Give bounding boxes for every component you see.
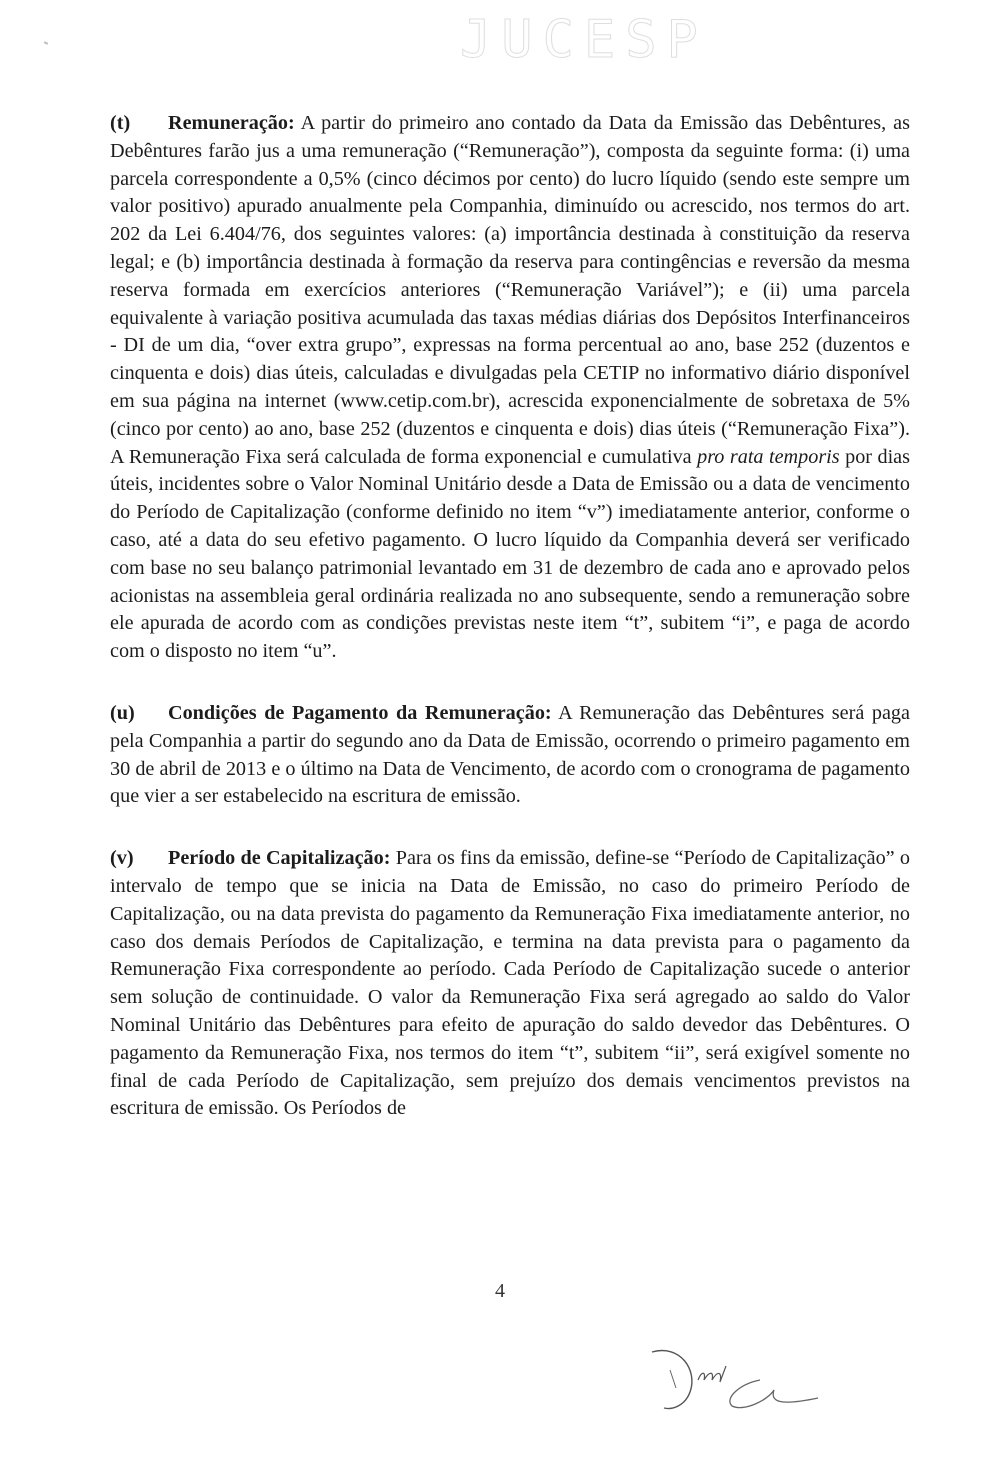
section-heading: Condições de Pagamento da Remuneração: — [168, 701, 552, 724]
section-heading: Período de Capitalização: — [168, 847, 391, 870]
section-heading: Remuneração: — [168, 112, 295, 134]
section-text: A Remuneração das Debêntures será paga pela Companhia a partir do segundo ano da Data de Emissão, ocorrendo o primeiro pagamento em 30 de abril de 2013 e o último na Data de Vencimento, de acordo com o cronograma de pagamento que vier a ser estabelecido na escritura de emissão. — [110, 701, 910, 808]
section-label: (u) — [110, 701, 135, 724]
section-t — [110, 110, 910, 666]
document-body — [110, 110, 910, 1157]
handwritten-signature — [640, 1340, 840, 1420]
section-text: Para os fins da emissão, define-se “Período de Capitalização” o intervalo de tempo que se inicia na Data de Emissão, no caso do primeiro Período de Capitalização, ou na data prevista do pagamento da Remuneração Fixa imediatamente anterior, no caso dos demais Períodos de Capitalização, e termina na data prevista para o pagamento da Remuneração Fixa correspondente ao período. Cada Período de Capitalização sucede o anterior sem solução de continuidade. O valor da Remuneração Fixa será agregado ao saldo do Valor Nominal Unitário das Debêntures para efeito de apuração do saldo devedor das Debêntures. O pagamento da Remuneração Fixa, nos termos do item “t”, subitem “ii”, será exigível somente no final de cada Período de Capitalização, sem prejuízo dos demais vencimentos previstos na escritura de emissão. Os Períodos de — [110, 847, 910, 1120]
page-number: 4 — [495, 1280, 505, 1302]
scan-speck — [44, 41, 48, 45]
section-u — [110, 700, 910, 811]
section-text: por dias úteis, incidentes sobre o Valor Nominal Unitário desde a Data de Emissão ou a data de vencimento do Período de Capitalização (conforme definido no item “v”) imediatamente anterior, conforme o caso, até a data do seu efetivo pagamento. O lucro líquido da Companhia deverá ser verificado com base no seu balanço patrimonial levantado em 31 de dezembro de cada ano e aprovado pelos acionistas na assembleia geral ordinária realizada no ano subsequente, sendo a remuneração sobre ele apurada de acordo com as condições previstas neste item “t”, subitem “i”, e paga de acordo com o disposto no item “u”. — [110, 445, 910, 663]
section-label: (t) — [110, 112, 131, 134]
section-label: (v) — [110, 847, 134, 870]
italic-term: pro rata temporis — [697, 445, 840, 468]
section-v — [110, 845, 910, 1123]
section-text: A partir do primeiro ano contado da Data da Emissão das Debêntures, as Debêntures farão jus a uma remuneração (“Remuneração”), composta da seguinte forma: (i) uma parcela correspondente a 0,5% (cinco décimos por cento) do lucro líquido (sendo este sempre um valor positivo) apurado anualmente pela Companhia, diminuído ou acrescido, nos termos do art. 202 da Lei 6.404/76, dos seguintes valores: (a) importância destinada à constituição da reserva legal; e (b) importância destinada à formação da reserva para contingências e reversão da mesma reserva formada em exercícios anteriores (“Remuneração Variável”); e (ii) uma parcela equivalente à variação positiva acumulada das taxas médias diárias dos Depósitos Interfinanceiros - DI de um dia, “over extra grupo”, expressas na forma percentual ao ano, base 252 (duzentos e cinquenta e dois) dias úteis, calculadas e divulgadas pela CETIP no informativo diário disponível em sua página na internet (www.cetip.com.br), acrescida exponencialmente de sobretaxa de 5% (cinco por cento) ao ano, base 252 (duzentos e cinquenta e dois) dias úteis (“Remuneração Fixa”). A Remuneração Fixa será calculada de forma exponencial e cumulativa — [110, 112, 910, 468]
jucesp-perforation-stamp: JUCESP — [460, 10, 708, 70]
